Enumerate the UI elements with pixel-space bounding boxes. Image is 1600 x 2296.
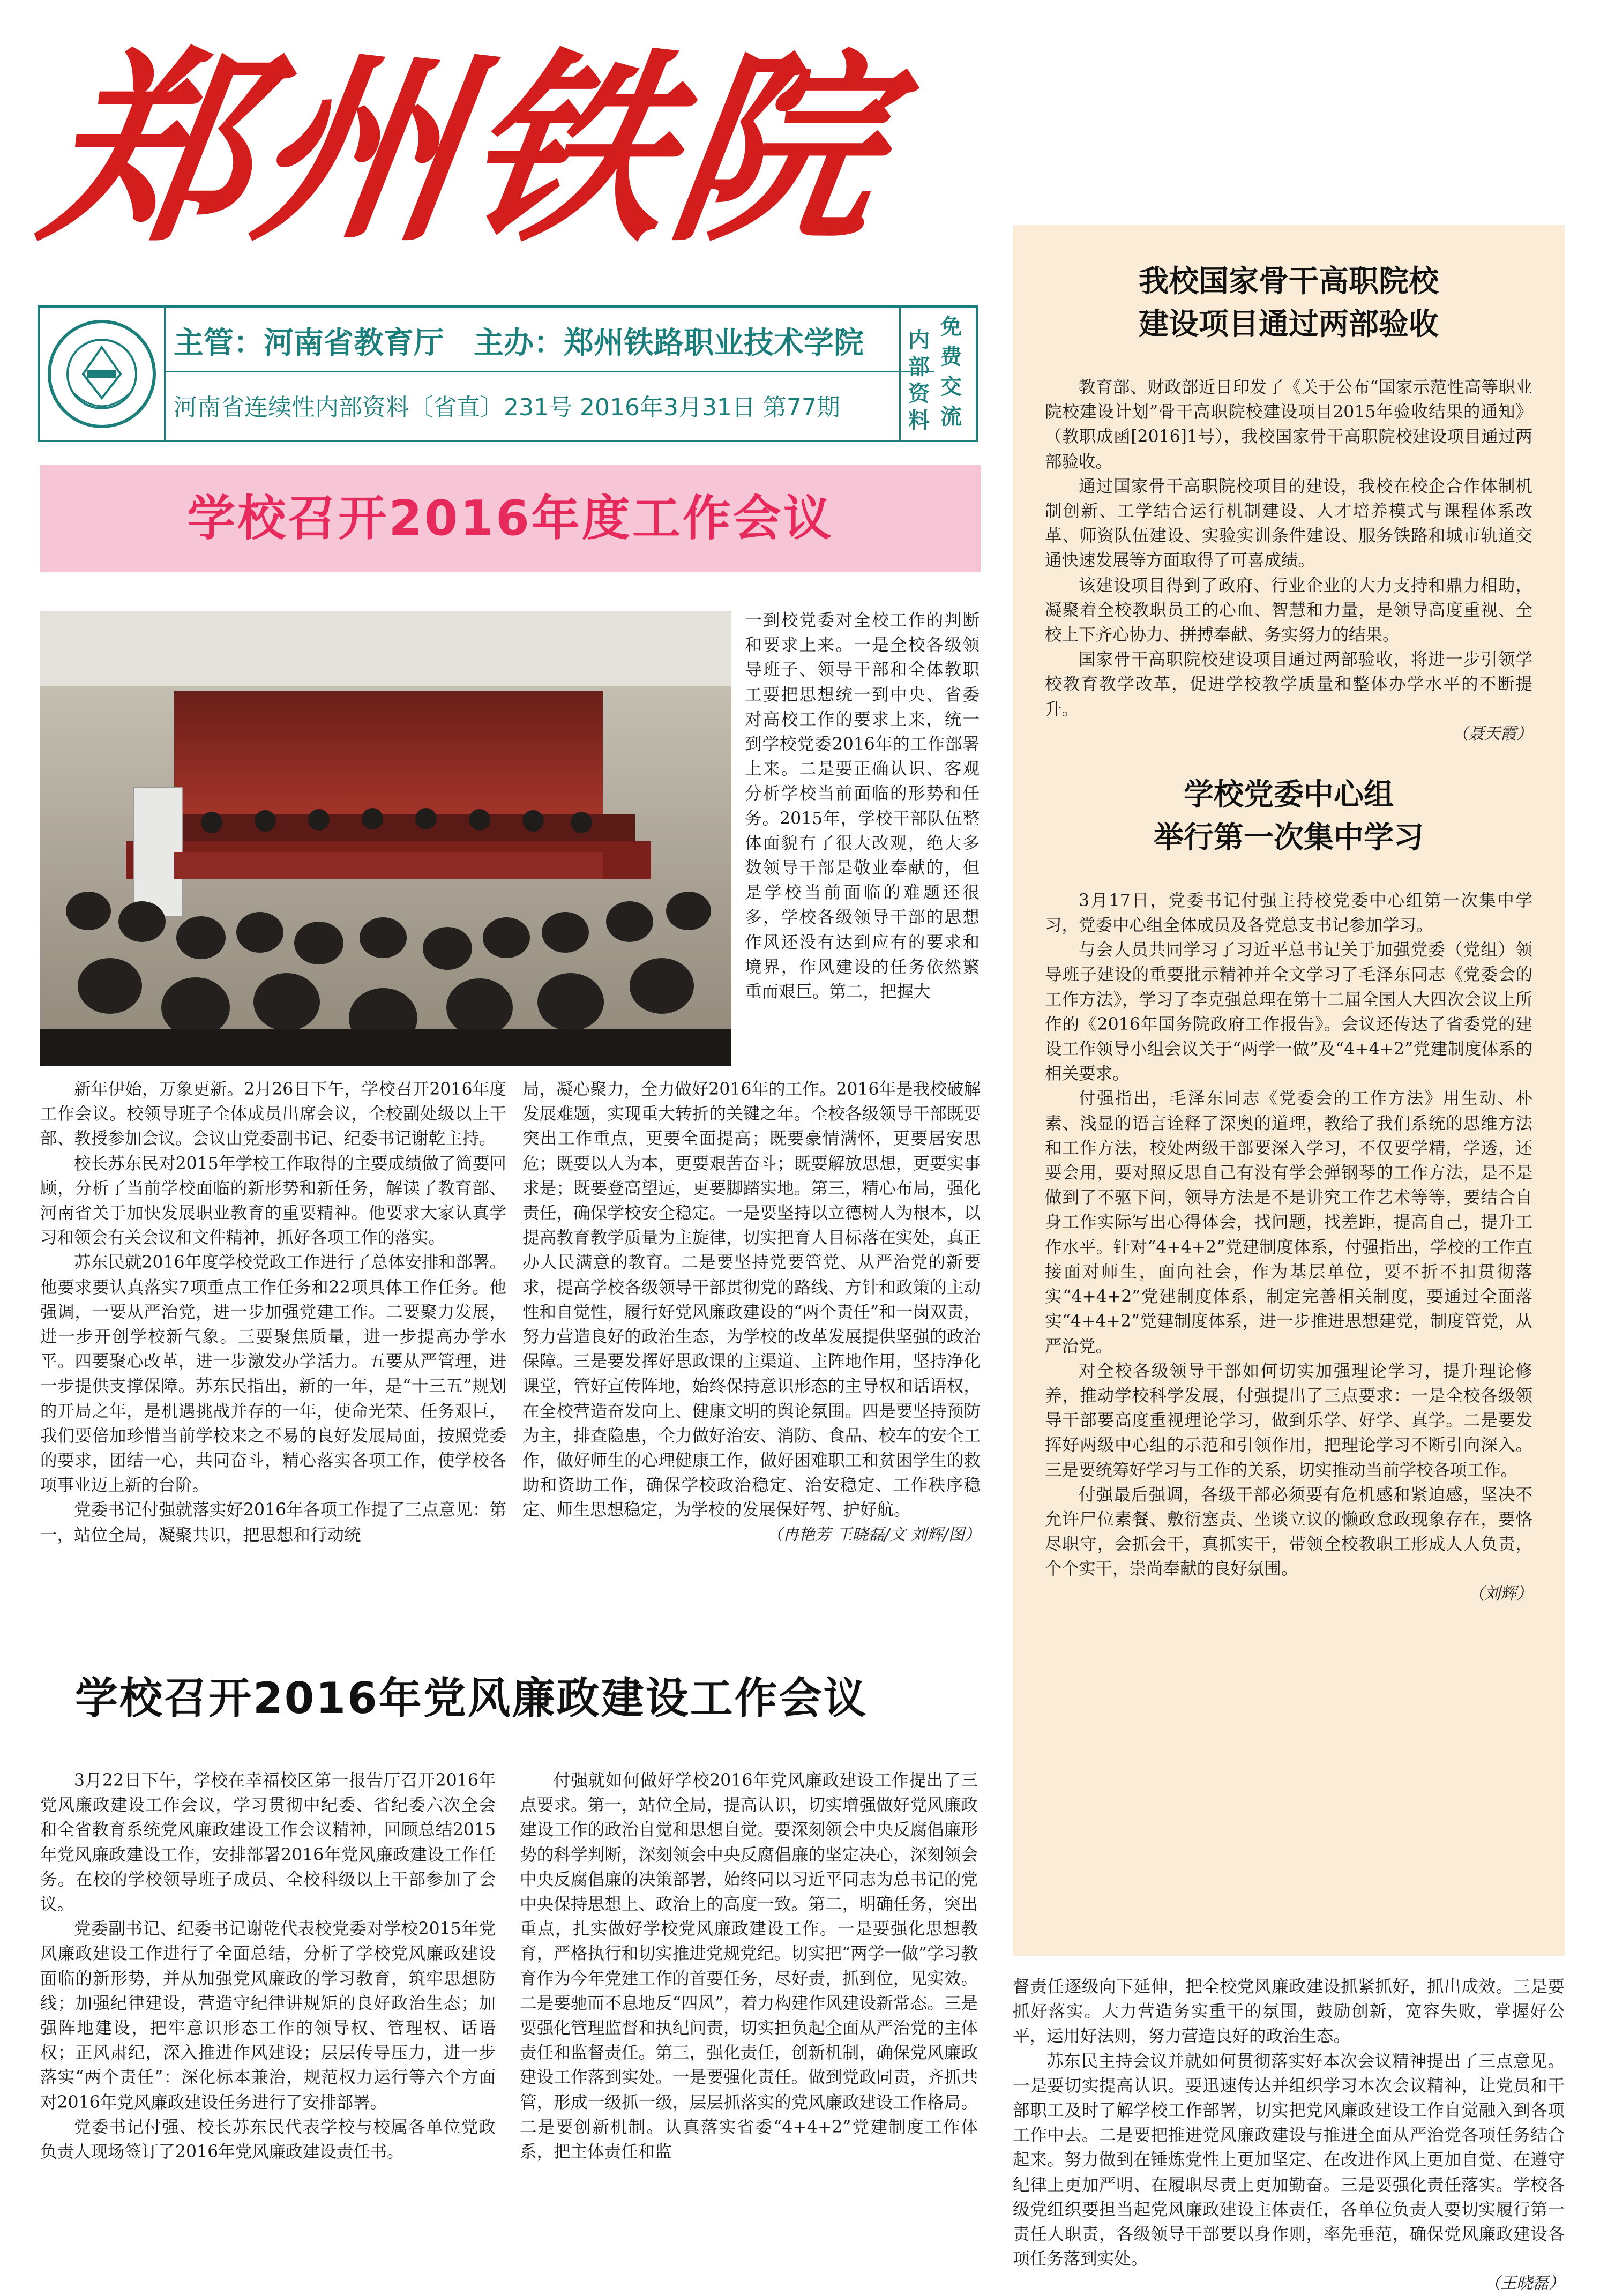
article1-paragraph: 党委书记付强就落实好2016年各项工作提了三点意见：第一，站位全局，凝聚共识，把思想和行动统	[40, 1500, 506, 1545]
article1-byline: （冉艳芳 王晓磊/文 刘辉/图）	[766, 1525, 981, 1544]
article2-headline: 学校召开2016年党风廉政建设工作会议	[75, 1673, 868, 1723]
article2-column-2	[520, 1768, 978, 2164]
article2-paragraph: 付强就如何做好学校2016年党风廉政建设工作提出了三点要求。第一，站位全局，提高认识，切实增强做好党风廉政建设工作的政治自觉和思想自觉。要深刻领会中央反腐倡廉形势的科学判断，深刻领会中央反腐倡廉的坚定决心，深刻领会中央反腐倡廉的决策部署，始终同以习近平同志为总书记的党中央保持思想上、政治上的高度一致。第二，明确任务，突出重点，扎实做好学校党风廉政建设工作。一是要强化思想教育，严格执行和切实推进党规党纪。切实把“两学一做”学习教育作为今年党建工作的首要任务，尽好责，抓到位，见实效。二是要驰而不息地反“四风”，着力构建作风建设新常态。三是要强化管理监督和执纪问责，切实担负起全面从严治党的主体责任和监督责任。第三，强化责任，创新机制，确保党风廉政建设工作落到实处。一是要强化责任。做到党政同责，齐抓共管，形成一级抓一级，层层抓落实的党风廉政建设工作格局。二是要创新机制。认真落实省委“4+4+2”党建制度工作体系，把主体责任和监	[520, 1771, 978, 2162]
sidebar-article1-paragraph: 通过国家骨干高职院校项目的建设，我校在校企合作体制机制创新、工学结合运行机制建设、人才培养模式与课程体系改革、师资队伍建设、实验实训条件建设、服务铁路和城市轨道交通快速发展等方面取得了可喜成绩。	[1045, 476, 1532, 571]
article1-paragraph: 局，凝心聚力，全力做好2016年的工作。2016年是我校破解发展难题，实现重大转折的关键之年。全校各级领导干部既要突出工作重点，更要全面提高；既要豪情满怀，更要居安思危；既要以人为本，更要艰苦奋斗；既要解放思想，更要实事求是；既要登高望远，更要脚踏实地。第三，精心布局，强化责任，确保学校安全稳定。一是要坚持以立德树人为根本，以提高教育教学质量为主旋律，切实把育人目标落在实处，真正办人民满意的教育。二是要坚持党要管党、从严治党的新要求，提高学校各级领导干部贯彻党的路线、方针和政策的主动性和自觉性，履行好党风廉政建设的“两个责任”和一岗双责，努力营造良好的政治生态，为学校的改革发展提供坚强的政治保障。三是要发挥好思政课的主渠道、主阵地作用，坚持净化课堂，管好宣传阵地，始终保持意识形态的主导权和话语权，在全校营造奋发向上、健康文明的舆论氛围。四是要坚持预防为主，排查隐患，全力做好治安、消防、食品、校车的安全工作，做好师生的心理健康工作，做好困难职工和贫困学生的救助和资助工作，确保学校政治稳定、治安稳定、工作秩序稳定、师生思想稳定，为学校的发展保好驾、护好航。	[522, 1080, 981, 1520]
article2-paragraph: 苏东民主持会议并就如何贯彻落实好本次会议精神提出了三点意见。一是要切实提高认识。要迅速传达并组织学习本次会议精神，让党员和干部职工及时了解学校工作部署，切实把党风廉政建设工作自觉融入到各项工作中去。二是要把推进党风廉政建设与推进全面从严治党各项任务结合起来。努力做到在锤炼党性上更加坚定、在改进作风上更加自觉、在遵守纪律上更加严明、在履职尽责上更加勤奋。三是要强化责任落实。学校各级党组织要担当起党风廉政建设主体责任，各单位负责人要切实履行第一责任人职责，各级领导干部要以身作则，率先垂范，确保党风廉政建设各项任务落到实处。	[1013, 2051, 1565, 2269]
info-divider	[166, 371, 934, 372]
sidebar-article2-headline-line1: 学校党委中心组	[1184, 776, 1394, 812]
article2-paragraph: 党委书记付强、校长苏东民代表学校与校属各单位党政负责人现场签订了2016年党风廉政建设责任书。	[40, 2117, 496, 2162]
article1-column-1	[40, 1077, 506, 1547]
meeting-photo	[40, 611, 731, 1066]
free-exchange-label: 免费交流	[940, 315, 962, 429]
headline-banner	[40, 465, 981, 572]
sidebar-article1-paragraph: 国家骨干高职院校建设项目通过两部验收，将进一步引领学校教育教学改革，促进学校教学质量和整体办学水平的不断提升。	[1045, 650, 1532, 719]
sidebar-article2-paragraph: 与会人员共同学习了习近平总书记关于加强党委（党组）领导班子建设的重要批示精神并全文学习了毛泽东同志《党委会的工作方法》，学习了李克强总理在第十二届全国人大四次会议上所作的《2016年国务院政府工作报告》。会议还传达了省委党的建设工作领导小组会议关于“两学一做”及“4+4+2”党建制度体系的相关要求。	[1045, 940, 1532, 1084]
issue-line: 河南省连续性内部资料〔省直〕231号 2016年3月31日 第77期	[174, 394, 840, 421]
sidebar-article2-paragraph: 对全校各级领导干部如何切实加强理论学习，提升理论修养，推动学校科学发展，付强提出了三点要求：一是全校各级领导干部要高度重视理论学习，做到乐学、好学、真学。二是要发挥好两级中心组的示范和引领作用，把理论学习不断引向深入。三是要统筹好学习与工作的关系，切实推动当前学校各项工作。	[1045, 1361, 1532, 1480]
article2-column-1	[40, 1768, 496, 2164]
article1-right-text: 一到校党委对全校工作的判断和要求上来。一是全校各级领导班子、领导干部和全体教职工要把思想统一到中央、省委对高校工作的要求上来，统一到学校党委2016年的工作部署上来。二是要正确认识、客观分析学校当前面临的形势和任务。2015年，学校干部队伍整体面貌有了很大改观，绝大多数领导干部是敬业奉献的，但是学校当前面临的难题还很多，学校各级领导干部的思想作风还没有达到应有的要求和境界，作风建设的任务依然繁重而艰巨。第二，把握大	[745, 611, 980, 1002]
meeting-photo-image	[40, 611, 731, 1066]
sidebar-article1-paragraph: 该建设项目得到了政府、行业企业的大力支持和鼎力相助，凝聚着全校教职员工的心血、智慧和力量，是领导高度重视、全校上下齐心协力、拼搏奉献、务实努力的结果。	[1045, 575, 1532, 645]
info-bar	[38, 305, 978, 442]
article2-paragraph: 3月22日下午，学校在幸福校区第一报告厅召开2016年党风廉政建设工作会议，学习贯彻中纪委、省纪委六次全会和全省教育系统党风廉政建设工作会议精神，回顾总结2015年党风廉政建设工作，安排部署2016年党风廉政建设工作任务。在校的学校领导班子成员、全校科级以上干部参加了会议。	[40, 1771, 496, 1914]
sidebar-article1-paragraph: 教育部、财政部近日印发了《关于公布“国家示范性高等职业院校建设计划”骨干高职院校建设项目2015年验收结果的通知》（教职成函[2016]1号），我校国家骨干高职院校建设项目通过两部验收。	[1045, 378, 1532, 472]
sidebar-article2-byline: （刘辉）	[1468, 1584, 1532, 1603]
sidebar-article2-paragraph: 付强最后强调，各级干部必须要有危机感和紧迫感，坚决不允许尸位素餐、敷衍塞责、坐谈立议的懒政怠政现象存在，要恪尽职守，会抓会干，真抓实干，带领全校教职工形成人人负责，个个实干，崇尚奉献的良好氛围。	[1045, 1485, 1532, 1579]
sidebar-article2-headline-line2: 举行第一次集中学习	[1154, 819, 1424, 855]
sponsor-line: 主管：河南省教育厅 主办：郑州铁路职业技术学院	[174, 325, 864, 361]
article1-paragraph: 校长苏东民对2015年学校工作取得的主要成绩做了简要回顾，分析了当前学校面临的新形势和新任务，解读了教育部、河南省关于加快发展职业教育的重要精神。他要求大家认真学习和领会有关会议和文件精神，抓好各项工作的落实。	[40, 1154, 506, 1248]
article1-paragraph: 苏东民就2016年度学校党政工作进行了总体安排和部署。他要求要认真落实7项重点工作任务和22项具体工作任务。他强调，一要从严治党，进一步加强党建工作。二要聚力发展，进一步开创学校新气象。三要聚焦质量，进一步提高办学水平。四要聚心改革，进一步激发办学活力。五要从严管理，进一步提供支撑保障。苏东民指出，新的一年，是“十三五”规划的开局之年，是机遇挑战并存的一年，使命光荣、任务艰巨，我们要倍加珍惜当前学校来之不易的良好发展局面，按照党委的要求，团结一心，共同奋斗，精心落实各项工作，使学校各项事业迈上新的台阶。	[40, 1253, 506, 1495]
article1-intro-column	[745, 608, 980, 1004]
internal-material-label: 内部资料	[908, 328, 930, 433]
school-logo	[40, 308, 166, 440]
article2-column-3	[1013, 1975, 1565, 2296]
sidebar-article2-paragraph: 付强指出，毛泽东同志《党委会的工作方法》用生动、朴素、浅显的语言诠释了深奥的道理，教给了我们系统的思维方法和工作方法，校处两级干部要深入学习，不仅要学精，学透，还要会用，要对照反思自己有没有学会弹钢琴的工作方法，是不是做到了不驱下问，领导方法是不是讲究工作艺术等等，要结合自身工作实际写出心得体会，找问题，找差距，提高自己，提升工作水平。针对“4+4+2”党建制度体系，付强指出，学校的工作直接面对师生，面向社会，作为基层单位，要不折不扣贯彻落实“4+4+2”党建制度体系，制定完善相关制度，要通过全面落实“4+4+2”党建制度体系，进一步推进思想建党，制度管党，从严治党。	[1045, 1089, 1532, 1356]
sidebar-article1-headline-line1: 我校国家骨干高职院校	[1139, 264, 1439, 299]
school-emblem-icon	[46, 318, 158, 430]
sidebar	[1013, 225, 1565, 1956]
free-distribution-box	[899, 308, 976, 440]
masthead	[31, 30, 927, 270]
article2-paragraph: 督责任逐级向下延伸，把全校党风廉政建设抓紧抓好，抓出成效。三是要抓好落实。大力营造务实重干的氛围，鼓励创新，宽容失败，掌握好公平，运用好法则，努力营造良好的政治生态。	[1013, 1977, 1565, 2046]
article1-paragraph: 新年伊始，万象更新。2月26日下午，学校召开2016年度工作会议。校领导班子全体成员出席会议，全校副处级以上干部、教授参加会议。会议由党委副书记、纪委书记谢乾主持。	[40, 1080, 506, 1149]
sidebar-article1-byline: （聂天霞）	[1452, 724, 1532, 743]
sidebar-article2-paragraph: 3月17日，党委书记付强主持校党委中心组第一次集中学习，党委中心组全体成员及各党总支书记参加学习。	[1045, 891, 1532, 936]
article1-column-2	[522, 1077, 981, 1547]
article2-paragraph: 党委副书记、纪委书记谢乾代表校党委对学校2015年党风廉政建设工作进行了全面总结，分析了学校党风廉政建设面临的新形势，并从加强党风廉政的学习教育，筑牢思想防线；加强纪律建设，营造守纪律讲规矩的良好政治生态；加强阵地建设，把牢意识形态工作的领导权、管理权、话语权；正风肃纪，深入推进作风建设；层层传导压力，进一步落实“两个责任”：深化标本兼治，规范权力运行等六个方面对2016年党风廉政建设任务进行了安排部署。	[40, 1919, 496, 2112]
article1-headline: 学校召开2016年度工作会议	[187, 490, 834, 547]
masthead-title: 郑州铁院	[31, 30, 901, 270]
sidebar-article1-headline-line2: 建设项目通过两部验收	[1139, 306, 1439, 342]
article2-byline: （王晓磊）	[1484, 2274, 1565, 2293]
